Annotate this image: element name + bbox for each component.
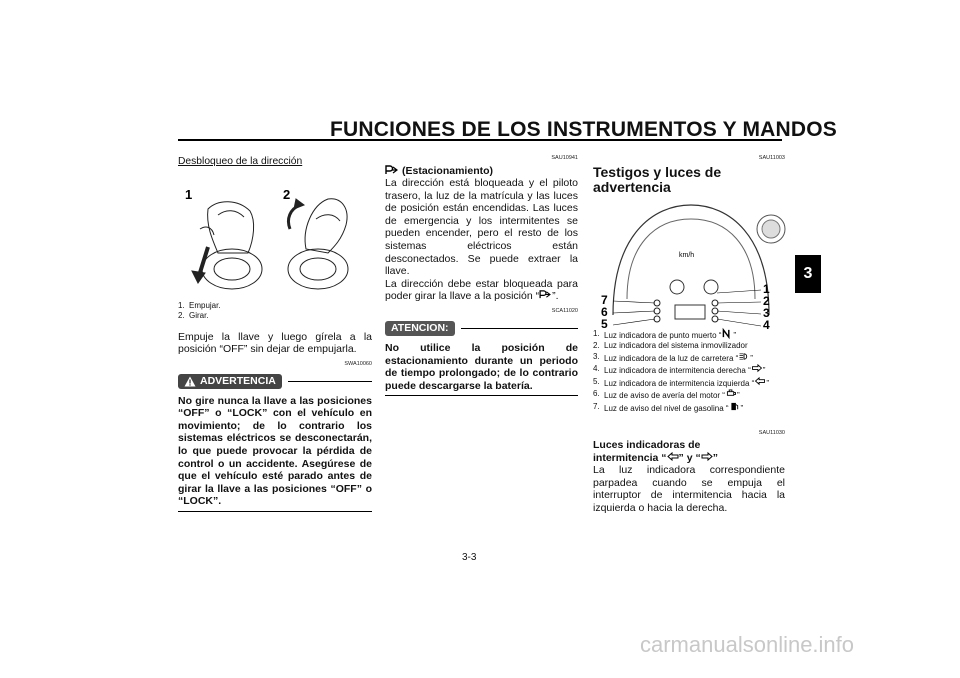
caption-item bbox=[593, 364, 785, 377]
figure-label-3: 3 bbox=[763, 305, 770, 320]
warning-text: No gire nunca la llave a las posiciones “OFF” o “LOCK” con el vehículo en movimiento; de lo contrario los sistemas eléctricos se desconectarán, lo que puede provocar la pérdida de control o un accidente. Asegúrese de que el vehículo esté parado antes de girar la llave a las posiciones “OFF” o “LOCK”. bbox=[178, 394, 372, 508]
neutral-icon bbox=[721, 329, 733, 338]
warning-end-rule bbox=[178, 511, 372, 512]
section-code: SAU11003 bbox=[758, 155, 785, 161]
caption-item bbox=[593, 377, 785, 390]
engine-icon bbox=[725, 389, 737, 398]
warning-rule bbox=[288, 381, 372, 382]
high-beam-icon bbox=[738, 352, 750, 361]
figure-captions bbox=[178, 301, 372, 322]
figure-label-2: 2 bbox=[283, 186, 291, 202]
left-arrow-icon bbox=[754, 377, 766, 386]
caption-number: 7. bbox=[593, 402, 600, 412]
parking-symbol-icon bbox=[539, 290, 552, 299]
speedometer-illustration bbox=[593, 195, 785, 332]
page-title: FUNCIONES DE LOS INSTRUMENTOS Y MANDOS bbox=[330, 118, 837, 141]
gauge-brand: km/h bbox=[679, 251, 695, 259]
caption-number: 1. bbox=[178, 300, 185, 310]
caption-item bbox=[593, 352, 785, 365]
header-rule bbox=[178, 139, 782, 141]
subsection-title-part: ” bbox=[712, 451, 718, 464]
column-2 bbox=[385, 152, 578, 396]
caption-text: Girar. bbox=[189, 311, 209, 321]
subsection-code: SAU11030 bbox=[758, 429, 785, 436]
parking-note-prefix: La dirección debe estar bloqueada para poder girar la llave a la posición “ bbox=[385, 277, 578, 303]
page-number: 3-3 bbox=[462, 552, 477, 563]
figure-label-6: 6 bbox=[601, 304, 608, 319]
caption-item bbox=[593, 329, 785, 342]
caption-number: 2. bbox=[178, 311, 185, 321]
figure-label-4: 4 bbox=[763, 317, 770, 332]
caption-text: Luz indicadora del sistema inmovilizador bbox=[604, 341, 748, 351]
section-code: SAU10941 bbox=[551, 155, 578, 161]
warning-code: SWA10060 bbox=[344, 360, 372, 367]
caution-label: ATENCION: bbox=[385, 321, 455, 336]
figure-label-2: 2 bbox=[763, 293, 770, 308]
subsection-title bbox=[593, 439, 785, 464]
caption-number: 4. bbox=[593, 364, 600, 374]
section-title: Testigos y luces de advertencia bbox=[593, 163, 722, 195]
caption-number: 2. bbox=[593, 341, 600, 351]
chapter-tab: 3 bbox=[795, 255, 821, 293]
push-illustration bbox=[192, 201, 262, 288]
key-figure bbox=[178, 169, 372, 301]
caption-number: 6. bbox=[593, 389, 600, 399]
column-3 bbox=[593, 152, 785, 515]
subsection-title-line2 bbox=[593, 452, 785, 465]
subheading-steering-unlock: Desbloqueo de la dirección bbox=[178, 156, 303, 167]
caption-item bbox=[593, 341, 785, 352]
caption-item bbox=[178, 311, 372, 322]
caution-code: SCA11020 bbox=[551, 307, 578, 314]
ignition-key-illustration bbox=[178, 169, 372, 301]
column-1 bbox=[178, 156, 372, 512]
warning-banner bbox=[178, 374, 372, 389]
left-arrow-icon bbox=[667, 452, 679, 461]
caption-number: 3. bbox=[593, 351, 600, 361]
parking-description: La dirección está bloqueada y el piloto trasero, la luz de la matrícula y las luces de posición están encendidas. Las luces de emergencia y los intermitentes se pueden encender, pero el resto de los sistemas eléctricos están desconectados. Se puede extraer la llave. bbox=[385, 177, 578, 278]
caution-end-rule bbox=[385, 395, 578, 396]
figure-label-1: 1 bbox=[185, 186, 193, 202]
caption-text: Luz indicadora de punto muerto “ ” bbox=[604, 330, 737, 340]
caption-text: Luz indicadora de intermitencia derecha “ ” bbox=[604, 366, 766, 376]
indicator-captions bbox=[593, 329, 785, 415]
parking-note bbox=[385, 278, 578, 303]
figure-label-5: 5 bbox=[601, 316, 608, 331]
page-header bbox=[0, 118, 960, 148]
caption-item bbox=[593, 389, 785, 402]
parking-heading-text: (Estacionamiento) bbox=[402, 164, 494, 177]
caption-text: Empujar. bbox=[189, 300, 221, 310]
warning-label-text: ADVERTENCIA bbox=[200, 375, 276, 388]
instrument-panel-figure bbox=[593, 195, 785, 332]
caution-banner bbox=[385, 321, 578, 336]
right-arrow-icon bbox=[701, 452, 713, 461]
caption-text: Luz de aviso del nivel de gasolina “ ” bbox=[604, 404, 744, 414]
caption-text: Luz indicadora de la luz de carretera “ ” bbox=[604, 353, 753, 363]
parking-heading bbox=[385, 165, 578, 178]
turn-signal-description: La luz indicadora correspondiente parpadea cuando se empuja el interruptor de intermitencia hacia la izquierda o hacia la derecha. bbox=[593, 464, 785, 514]
watermark: carmanualsonline.info bbox=[640, 632, 855, 657]
right-arrow-icon bbox=[751, 364, 763, 373]
parking-symbol-icon bbox=[385, 165, 399, 175]
caution-rule bbox=[461, 328, 578, 329]
subsection-title-part: intermitencia “ bbox=[593, 451, 667, 464]
caption-number: 5. bbox=[593, 376, 600, 386]
caption-text: Luz de aviso de avería del motor “ ” bbox=[604, 391, 740, 401]
figure-label-7: 7 bbox=[601, 292, 608, 307]
unlock-instructions: Empuje la llave y luego gírela a la posición “OFF” sin dejar de empujarla. bbox=[178, 330, 372, 356]
parking-note-suffix: ”. bbox=[552, 290, 559, 303]
caption-text: Luz indicadora de intermitencia izquierda “ ” bbox=[604, 378, 769, 388]
caption-number: 1. bbox=[593, 328, 600, 338]
warning-label bbox=[178, 374, 282, 389]
caution-text: No utilice la posición de estacionamiento durante un periodo de tiempo prolongado; de lo contrario puede descargarse la batería. bbox=[385, 341, 578, 392]
warning-triangle-icon bbox=[184, 376, 196, 387]
subsection-title-line1: Luces indicadoras de bbox=[593, 439, 701, 452]
caption-item bbox=[178, 301, 372, 312]
subsection-title-part: ” y “ bbox=[678, 451, 701, 464]
caption-item bbox=[593, 402, 785, 415]
turn-illustration bbox=[288, 198, 348, 288]
figure-label-1: 1 bbox=[763, 281, 770, 296]
fuel-icon bbox=[729, 402, 741, 411]
